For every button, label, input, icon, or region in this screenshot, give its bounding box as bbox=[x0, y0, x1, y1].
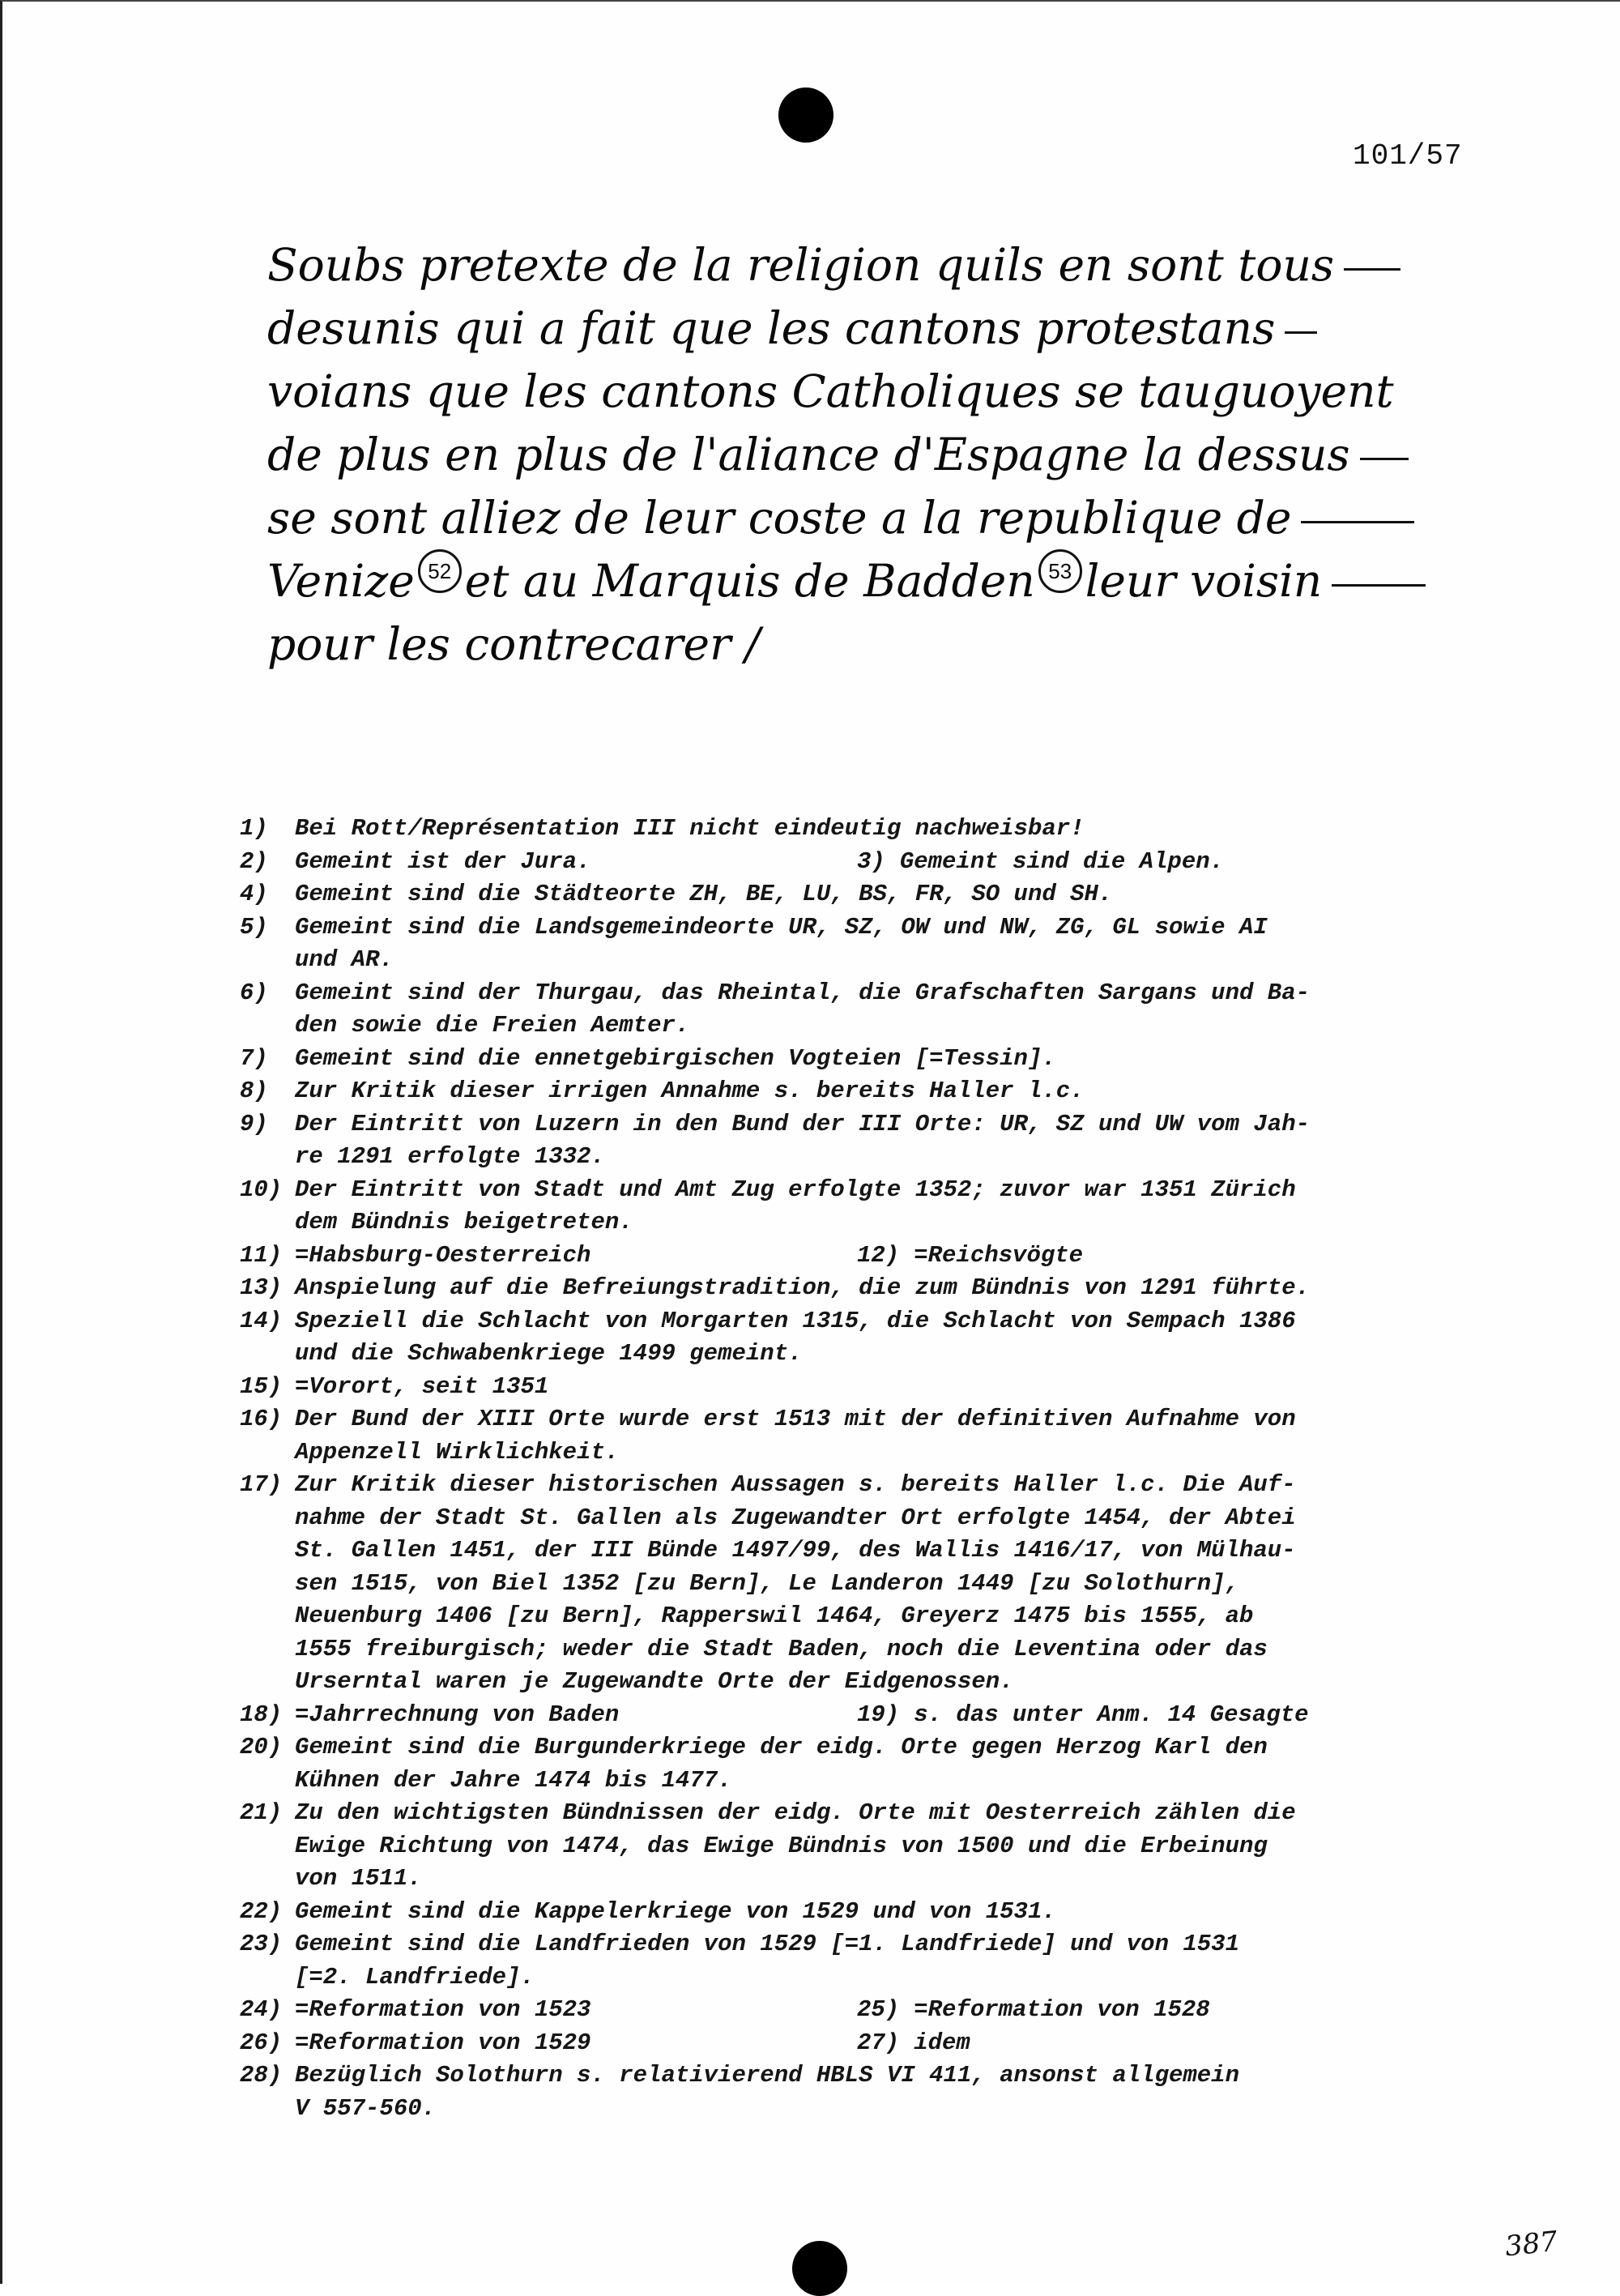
footnote-line: Gemeint sind der Thurgau, das Rheintal, die Grafschaften Sargans und Ba- bbox=[295, 979, 1311, 1006]
footnote-number: 24) bbox=[240, 1996, 283, 2023]
footnote-line: V 557-560. bbox=[295, 2094, 437, 2122]
punch-hole-top bbox=[778, 87, 833, 143]
footnote-number: 16) bbox=[240, 1406, 283, 1432]
footnote-number: 5) bbox=[240, 913, 268, 941]
footnote-line: =Habsburg-Oesterreich bbox=[295, 1241, 591, 1269]
footnote-line: Zur Kritik dieser historischen Aussagen s. bereits Haller l.c. Die Auf- bbox=[295, 1471, 1296, 1498]
footnote-item-inline bbox=[857, 1240, 1083, 1273]
footnote-line: sen 1515, von Biel 1352 [zu Bern], Le Landeron 1449 [zu Solothurn], bbox=[295, 1569, 1239, 1597]
footnote-item bbox=[240, 1994, 1487, 2027]
footnote-line: Gemeint sind die Städteorte ZH, BE, LU, BS, FR, SO und SH. bbox=[295, 881, 1113, 907]
footnote-line: Gemeint sind die Kappelerkriege von 1529 und von 1531. bbox=[295, 1897, 1056, 1925]
handwritten-line-text: se sont alliez de leur coste a la republique de bbox=[267, 492, 1292, 544]
footnote-number: 14) bbox=[240, 1307, 283, 1334]
footnote-item bbox=[240, 1469, 1487, 1699]
footnote-line: =Jahrrechnung von Baden bbox=[295, 1701, 620, 1728]
footnote-line: [=2. Landfriede]. bbox=[295, 1963, 535, 1991]
footnote-line: Gemeint ist der Jura. bbox=[295, 847, 591, 875]
handwritten-line bbox=[267, 486, 1426, 549]
footnote-item bbox=[240, 1174, 1487, 1240]
footnote-item-inline bbox=[857, 2027, 970, 2060]
footnote-item bbox=[240, 1797, 1487, 1896]
handwritten-line bbox=[267, 423, 1426, 486]
page-number: 101/57 bbox=[1353, 139, 1463, 173]
footnote-item bbox=[240, 1731, 1487, 1797]
footnote-number: 21) bbox=[240, 1799, 283, 1826]
footnote-number: 18) bbox=[240, 1701, 283, 1728]
footnote-item bbox=[240, 1043, 1487, 1076]
footnote-line: =Vorort, seit 1351 bbox=[295, 1372, 549, 1400]
footnote-line: nahme der Stadt St. Gallen als Zugewandter Ort erfolgte 1454, der Abtei bbox=[295, 1504, 1296, 1531]
footnote-item bbox=[240, 1928, 1487, 1994]
line-filler-dash bbox=[1301, 521, 1414, 523]
footnote-item bbox=[240, 911, 1487, 977]
handwritten-line bbox=[267, 233, 1426, 297]
footnote-item bbox=[240, 1305, 1487, 1371]
footnote-item bbox=[240, 846, 1487, 879]
line-filler-dash bbox=[1332, 584, 1426, 587]
footnote-number: 17) bbox=[240, 1471, 283, 1498]
footnote-number: 6) bbox=[240, 979, 268, 1006]
line-filler-dash bbox=[1344, 268, 1400, 271]
footnote-item-inline bbox=[857, 846, 1224, 879]
footnote-line: Bezüglich Solothurn s. relativierend HBLS VI 411, ansonst allgemein bbox=[295, 2062, 1239, 2089]
handwritten-fragment: leur voisin bbox=[1085, 555, 1323, 607]
footnote-line: und die Schwabenkriege 1499 gemeint. bbox=[295, 1340, 803, 1367]
footnote-line: Gemeint sind die ennetgebirgischen Vogteien [=Tessin]. bbox=[295, 1044, 1056, 1072]
line-filler-dash bbox=[1360, 458, 1409, 460]
footnote-line: =Reformation von 1529 bbox=[295, 2029, 591, 2056]
footnote-line: Bei Rott/Représentation III nicht eindeutig nachweisbar! bbox=[295, 815, 1085, 842]
footnote-line: Zu den wichtigsten Bündnissen der eidg. Orte mit Oesterreich zählen die bbox=[295, 1799, 1296, 1826]
footnote-item bbox=[240, 1896, 1487, 1929]
footnote-text: s. das unter Anm. 14 Gesagte bbox=[914, 1701, 1309, 1728]
footnote-line: Speziell die Schlacht von Morgarten 1315, die Schlacht von Sempach 1386 bbox=[295, 1307, 1296, 1334]
archive-stamp-number: 387 bbox=[1503, 2225, 1559, 2264]
footnote-line: St. Gallen 1451, der III Bünde 1497/99, des Wallis 1416/17, von Mülhau- bbox=[295, 1537, 1296, 1564]
footnote-line: Urserntal waren je Zugewandte Orte der Eidgenossen. bbox=[295, 1668, 1014, 1695]
handwritten-line-text: de plus en plus de l'aliance d'Espagne la dessus bbox=[267, 429, 1350, 480]
handwritten-line-with-markers bbox=[267, 549, 1426, 612]
handwritten-fragment: Venize bbox=[267, 555, 415, 607]
handwritten-fragment: et au Marquis de Badden bbox=[464, 555, 1035, 607]
handwritten-line-text: Soubs pretexte de la religion quils en sont tous bbox=[267, 239, 1335, 291]
footnote-item bbox=[240, 1272, 1487, 1305]
footnote-number: 11) bbox=[240, 1241, 283, 1269]
footnote-item bbox=[240, 878, 1487, 911]
footnote-number: 27) bbox=[857, 2029, 900, 2056]
footnote-line: Neuenburg 1406 [zu Bern], Rapperswil 1464, Greyerz 1475 bis 1555, ab bbox=[295, 1603, 1254, 1629]
handwritten-line-text: pour les contrecarer / bbox=[267, 618, 761, 670]
footnote-number: 22) bbox=[240, 1897, 283, 1925]
footnote-number: 15) bbox=[240, 1372, 283, 1400]
footnote-number: 3) bbox=[857, 847, 885, 875]
footnote-number: 9) bbox=[240, 1110, 268, 1137]
footnote-line: Der Eintritt von Luzern in den Bund der III Orte: UR, SZ und UW vom Jah- bbox=[295, 1110, 1311, 1137]
footnote-number: 28) bbox=[240, 2062, 283, 2089]
handwritten-line bbox=[267, 612, 1426, 676]
footnote-number: 23) bbox=[240, 1931, 283, 1957]
footnote-line: re 1291 erfolgte 1332. bbox=[295, 1143, 605, 1170]
footnote-number: 8) bbox=[240, 1078, 268, 1104]
footnote-line: 1555 freiburgisch; weder die Stadt Baden, noch die Leventina oder das bbox=[295, 1635, 1268, 1662]
footnote-line: Anspielung auf die Befreiungstradition, die zum Bündnis von 1291 führte. bbox=[295, 1274, 1311, 1301]
footnote-item bbox=[240, 1403, 1487, 1469]
footnote-number: 26) bbox=[240, 2029, 283, 2056]
footnote-item bbox=[240, 1699, 1487, 1732]
footnote-number: 20) bbox=[240, 1734, 283, 1760]
footnote-number: 4) bbox=[240, 881, 268, 907]
handwritten-line bbox=[267, 297, 1426, 360]
footnote-line: von 1511. bbox=[295, 1865, 422, 1892]
footnote-line: Gemeint sind die Landfrieden von 1529 [=1. Landfriede] und von 1531 bbox=[295, 1931, 1239, 1957]
footnote-number: 19) bbox=[857, 1701, 900, 1728]
footnote-line: Gemeint sind die Landsgemeindeorte UR, SZ, OW und NW, ZG, GL sowie AI bbox=[295, 913, 1268, 941]
footnote-text: Gemeint sind die Alpen. bbox=[899, 847, 1225, 875]
handwritten-line-text: voians que les cantons Catholiques se tauguoyent bbox=[267, 365, 1394, 417]
footnote-line: dem Bündnis beigetreten. bbox=[295, 1209, 633, 1235]
punch-hole-bottom bbox=[792, 2241, 847, 2296]
footnote-item bbox=[240, 2059, 1487, 2125]
footnote-item bbox=[240, 977, 1487, 1043]
handwritten-line-text: desunis qui a fait que les cantons protestans bbox=[267, 302, 1276, 354]
handwritten-passage bbox=[267, 233, 1426, 676]
footnote-item bbox=[240, 1075, 1487, 1108]
footnote-line: den sowie die Freien Aemter. bbox=[295, 1012, 690, 1039]
footnote-line: Der Eintritt von Stadt und Amt Zug erfolgte 1352; zuvor war 1351 Zürich bbox=[295, 1176, 1296, 1203]
footnote-line: Ewige Richtung von 1474, das Ewige Bündnis von 1500 und die Erbeinung bbox=[295, 1832, 1268, 1859]
footnote-item bbox=[240, 2027, 1487, 2060]
footnote-text: idem bbox=[914, 2029, 970, 2056]
footnote-line: und AR. bbox=[295, 946, 394, 973]
footnote-number: 13) bbox=[240, 1274, 283, 1301]
footnote-number: 25) bbox=[857, 1996, 900, 2023]
handwritten-line bbox=[267, 360, 1426, 423]
footnote-line: =Reformation von 1523 bbox=[295, 1996, 591, 2023]
footnote-text: =Reichsvögte bbox=[914, 1241, 1084, 1269]
footnote-item-inline bbox=[857, 1994, 1210, 2027]
footnote-number: 7) bbox=[240, 1044, 268, 1072]
footnote-item bbox=[240, 1371, 1487, 1404]
footnote-line: Der Bund der XIII Orte wurde erst 1513 mit der definitiven Aufnahme von bbox=[295, 1406, 1296, 1432]
line-filler-dash bbox=[1285, 331, 1317, 334]
footnote-item bbox=[240, 1240, 1487, 1273]
footnote-item bbox=[240, 813, 1487, 846]
footnote-number: 12) bbox=[857, 1241, 900, 1269]
footnote-list bbox=[240, 813, 1487, 2125]
footnote-line: Zur Kritik dieser irrigen Annahme s. bereits Haller l.c. bbox=[295, 1078, 1085, 1104]
footnote-text: =Reformation von 1528 bbox=[914, 1996, 1210, 2023]
footnote-item bbox=[240, 1108, 1487, 1174]
footnote-line: Gemeint sind die Burgunderkriege der eidg. Orte gegen Herzog Karl den bbox=[295, 1734, 1268, 1760]
footnote-number: 10) bbox=[240, 1176, 283, 1203]
footnote-marker-circle: 52 bbox=[418, 549, 462, 593]
footnote-item-inline bbox=[857, 1699, 1309, 1732]
footnote-marker-circle: 53 bbox=[1038, 549, 1082, 593]
footnote-line: Appenzell Wirklichkeit. bbox=[295, 1438, 620, 1466]
footnote-number: 2) bbox=[240, 847, 268, 875]
footnote-line: Kühnen der Jahre 1474 bis 1477. bbox=[295, 1766, 732, 1794]
footnote-number: 1) bbox=[240, 815, 268, 842]
